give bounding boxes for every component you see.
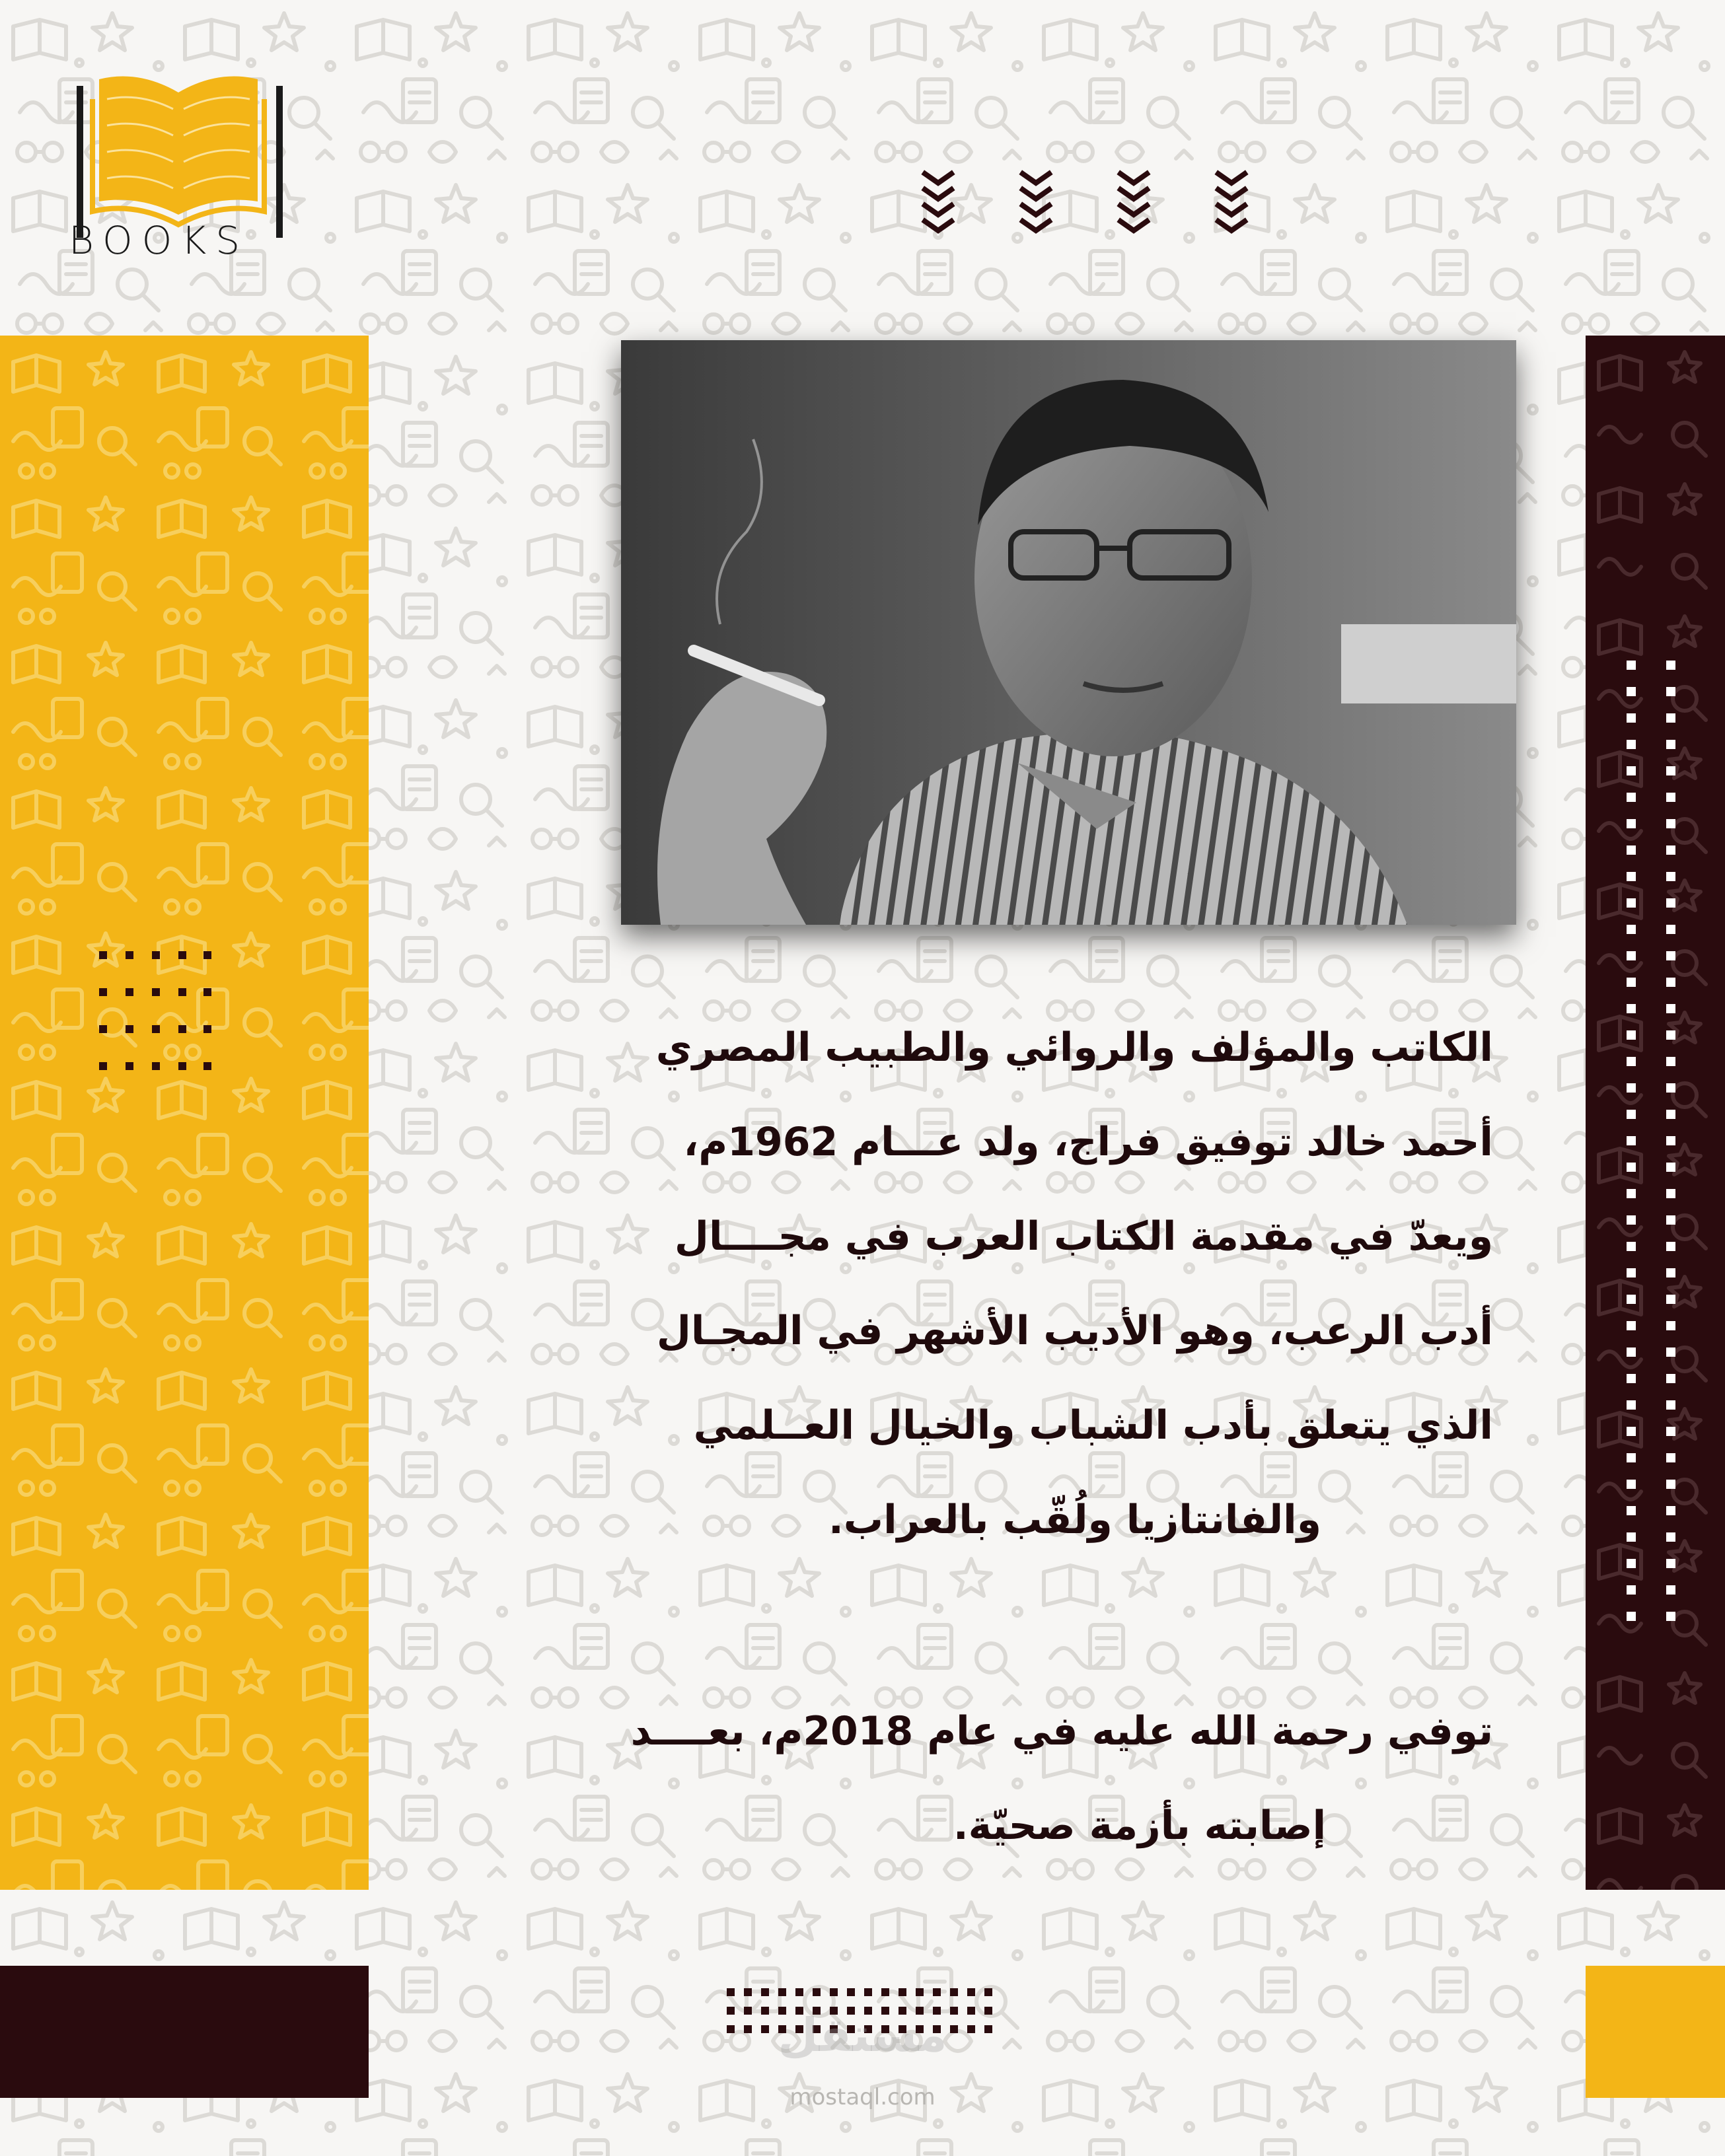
decor-dot xyxy=(1666,1427,1675,1436)
decor-dot xyxy=(1627,687,1636,696)
decor-dot xyxy=(1666,1585,1675,1595)
decor-dot xyxy=(1627,925,1636,934)
left-yellow-panel xyxy=(0,336,369,1890)
decor-dot xyxy=(1627,872,1636,881)
decor-dot xyxy=(984,1988,992,1996)
decor-dot xyxy=(1666,1136,1675,1145)
decor-dot xyxy=(950,1988,958,1996)
decor-dot xyxy=(1627,1189,1636,1198)
decor-dot xyxy=(1666,687,1675,696)
decor-dot xyxy=(1627,951,1636,960)
decor-dot xyxy=(1627,1612,1636,1621)
yellow-panel-doodles xyxy=(0,336,369,1890)
decor-dot xyxy=(933,1988,941,1996)
decor-dot xyxy=(1666,1163,1675,1172)
decor-dot xyxy=(1627,1532,1636,1542)
decor-dot xyxy=(1666,1268,1675,1277)
decor-dot xyxy=(1627,1030,1636,1040)
decor-dot xyxy=(1666,1612,1675,1621)
dot-grid-vertical-decoration xyxy=(1627,661,1686,1638)
decor-dot xyxy=(1666,898,1675,908)
decor-dot xyxy=(1666,978,1675,987)
decor-dot xyxy=(1627,1348,1636,1357)
decor-dot xyxy=(1666,1348,1675,1357)
watermark-url: mostaql.com xyxy=(789,2084,936,2110)
logo-text: BOOKS xyxy=(69,218,250,263)
decor-dot xyxy=(761,1988,769,1996)
decor-dot xyxy=(1666,1532,1675,1542)
decor-dot xyxy=(864,1988,872,1996)
author-bio-paragraph xyxy=(614,1001,1493,1567)
decor-dot xyxy=(1666,1083,1675,1093)
decor-dot xyxy=(778,1988,786,1996)
bio-line: الذي يتعلق بأدب الشباب والخيال العــلمي xyxy=(693,1402,1493,1449)
decor-dot xyxy=(967,1988,975,1996)
decor-dot xyxy=(1666,1242,1675,1251)
decor-dot xyxy=(1666,1480,1675,1489)
bio-line: ويعدّ في مقدمة الكتاب العرب في مجــــال xyxy=(674,1213,1493,1260)
decor-dot xyxy=(1627,661,1636,670)
decor-dot xyxy=(1666,713,1675,723)
bio-line: أحمد خالد توفيق فراج، ولد عـــام 1962م، xyxy=(683,1119,1493,1165)
decor-dot xyxy=(1627,978,1636,987)
decor-dot xyxy=(1627,898,1636,908)
decor-dot xyxy=(1666,819,1675,828)
decor-dot xyxy=(1666,766,1675,775)
decor-dot xyxy=(1666,1004,1675,1013)
bio-line: الكاتب والمؤلف والروائي والطبيب المصري xyxy=(655,1024,1493,1071)
decor-dot xyxy=(1627,819,1636,828)
decor-dot xyxy=(1627,1295,1636,1304)
decor-dot xyxy=(1627,1400,1636,1410)
decor-dot xyxy=(1666,1030,1675,1040)
decor-dot xyxy=(1627,1321,1636,1330)
decor-dot xyxy=(1627,1585,1636,1595)
bio-line: والفانتازيا ولُقّب بالعراب. xyxy=(828,1497,1321,1543)
decor-dot xyxy=(1666,845,1675,855)
decor-dot xyxy=(1666,1110,1675,1119)
decor-dot xyxy=(1666,1057,1675,1066)
chevron-down-decoration-icon xyxy=(912,168,1268,241)
decor-dot xyxy=(1666,925,1675,934)
decor-dot xyxy=(1666,1400,1675,1410)
decor-dot xyxy=(1666,1295,1675,1304)
decor-dot xyxy=(1627,1374,1636,1383)
decor-dot xyxy=(1627,1110,1636,1119)
death-line: إصابته بأزمة صحيّة. xyxy=(953,1803,1327,1849)
decor-dot xyxy=(813,1988,821,1996)
decor-dot xyxy=(916,1988,924,1996)
decor-dot xyxy=(1666,1559,1675,1568)
decor-dot xyxy=(1627,1506,1636,1515)
decor-dot xyxy=(1627,1163,1636,1172)
dot-grid-yellow-decoration xyxy=(99,951,211,1077)
decor-dot xyxy=(1627,1559,1636,1568)
decor-dot xyxy=(1666,1374,1675,1383)
decor-dot xyxy=(1666,872,1675,881)
death-line: توفي رحمة الله عليه في عام 2018م، بعــــد xyxy=(630,1708,1493,1754)
decor-dot xyxy=(1627,1004,1636,1013)
decor-dot xyxy=(795,1988,803,1996)
decor-dot xyxy=(899,1988,906,1996)
watermark-arabic: مستقل xyxy=(778,2008,947,2062)
decor-dot xyxy=(1666,740,1675,749)
author-death-paragraph xyxy=(614,1684,1493,1873)
decor-dot xyxy=(830,1988,838,1996)
decor-dot xyxy=(1627,1136,1636,1145)
decor-dot xyxy=(1666,1321,1675,1330)
decor-dot xyxy=(1627,1215,1636,1225)
decor-dot xyxy=(1627,1427,1636,1436)
decor-dot xyxy=(1666,1453,1675,1462)
decor-dot xyxy=(1627,845,1636,855)
decor-dot xyxy=(1627,766,1636,775)
decor-dot xyxy=(1627,793,1636,802)
decor-dot xyxy=(1666,793,1675,802)
decor-dot xyxy=(1627,1242,1636,1251)
decor-dot xyxy=(1666,1215,1675,1225)
decor-dot xyxy=(881,1988,889,1996)
decor-dot xyxy=(1666,951,1675,960)
decor-dot xyxy=(744,1988,752,1996)
decor-dot xyxy=(1627,1480,1636,1489)
decor-dot xyxy=(1627,713,1636,723)
decor-dot xyxy=(1627,740,1636,749)
decor-dot xyxy=(1627,1268,1636,1277)
decor-dot xyxy=(847,1988,855,1996)
decor-dot xyxy=(1627,1057,1636,1066)
decor-dot xyxy=(1666,1189,1675,1198)
decor-dot xyxy=(1666,661,1675,670)
decor-dot xyxy=(1666,1506,1675,1515)
author-photo xyxy=(621,340,1516,925)
decor-dot xyxy=(1627,1083,1636,1093)
bio-line: أدب الرعب، وهو الأديب الأشهر في المجـال xyxy=(656,1308,1493,1354)
decor-dot xyxy=(727,1988,735,1996)
decor-dot xyxy=(1627,1453,1636,1462)
